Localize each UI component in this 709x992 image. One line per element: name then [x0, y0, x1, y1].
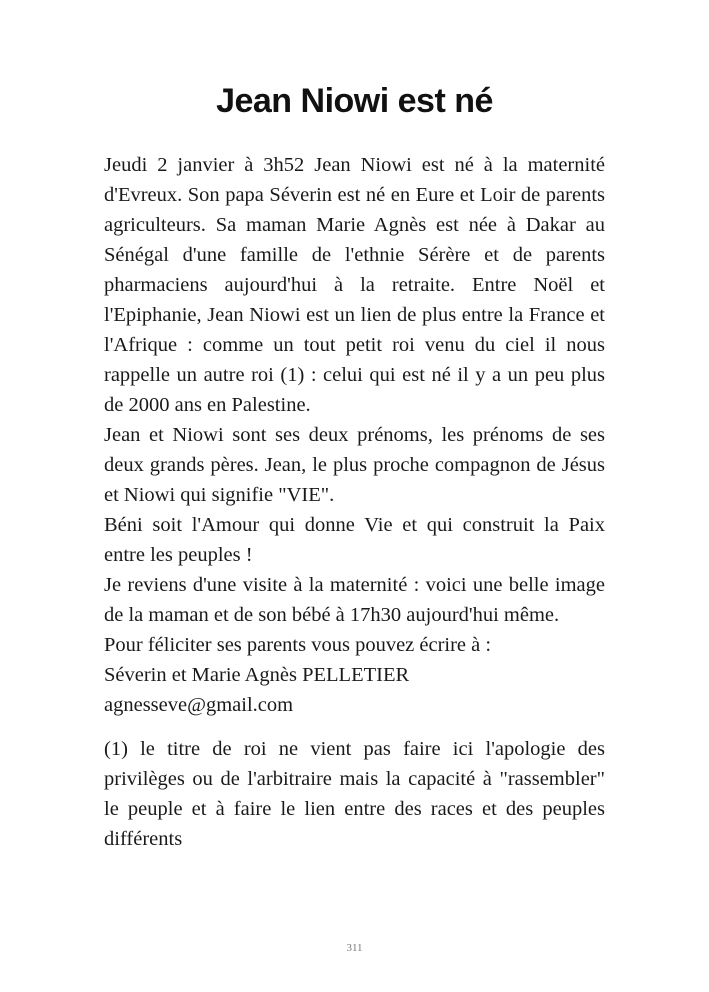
- paragraph-birth: Jeudi 2 janvier à 3h52 Jean Niowi est né à la maternité d'Evreux. Son papa Séverin est né en Eure et Loir de parents agriculteurs. Sa maman Marie Agnès est née à Dakar au Sénégal d'une famille de l'ethnie Sérère et de parents pharmaciens aujourd'hui à la retraite. Entre Noël et l'Epiphanie, Jean Niowi est un lien de plus entre la France et l'Afrique : comme un tout petit roi venu du ciel il nous rappelle un autre roi (1) : celui qui est né il y a un peu plus de 2000 ans en Palestine.: [104, 154, 605, 416]
- paragraph-visit: Je reviens d'une visite à la maternité : voici une belle image de la maman et de son bébé à 17h30 aujourd'hui même.: [104, 574, 605, 626]
- page-number: 311: [346, 942, 363, 954]
- paragraph-blessing: Béni soit l'Amour qui donne Vie et qui construit la Paix entre les peuples !: [104, 514, 605, 566]
- paragraph-congratulate: Pour féliciter ses parents vous pouvez écrire à :: [104, 634, 492, 656]
- contact-email: agnesseve@gmail.com: [104, 694, 294, 716]
- paragraph-names: Jean et Niowi sont ses deux prénoms, les prénoms de ses deux grands pères. Jean, le plus proche compagnon de Jésus et Niowi qui signifie "VIE".: [104, 424, 605, 506]
- contact-name: Séverin et Marie Agnès PELLETIER: [104, 664, 410, 686]
- page-title: Jean Niowi est né: [216, 82, 493, 120]
- footnote: (1) le titre de roi ne vient pas faire ici l'apologie des privilèges ou de l'arbitraire mais la capacité à "rassembler" le peuple et à faire le lien entre des races et des peuples différents: [104, 738, 605, 850]
- article-body: [104, 150, 605, 854]
